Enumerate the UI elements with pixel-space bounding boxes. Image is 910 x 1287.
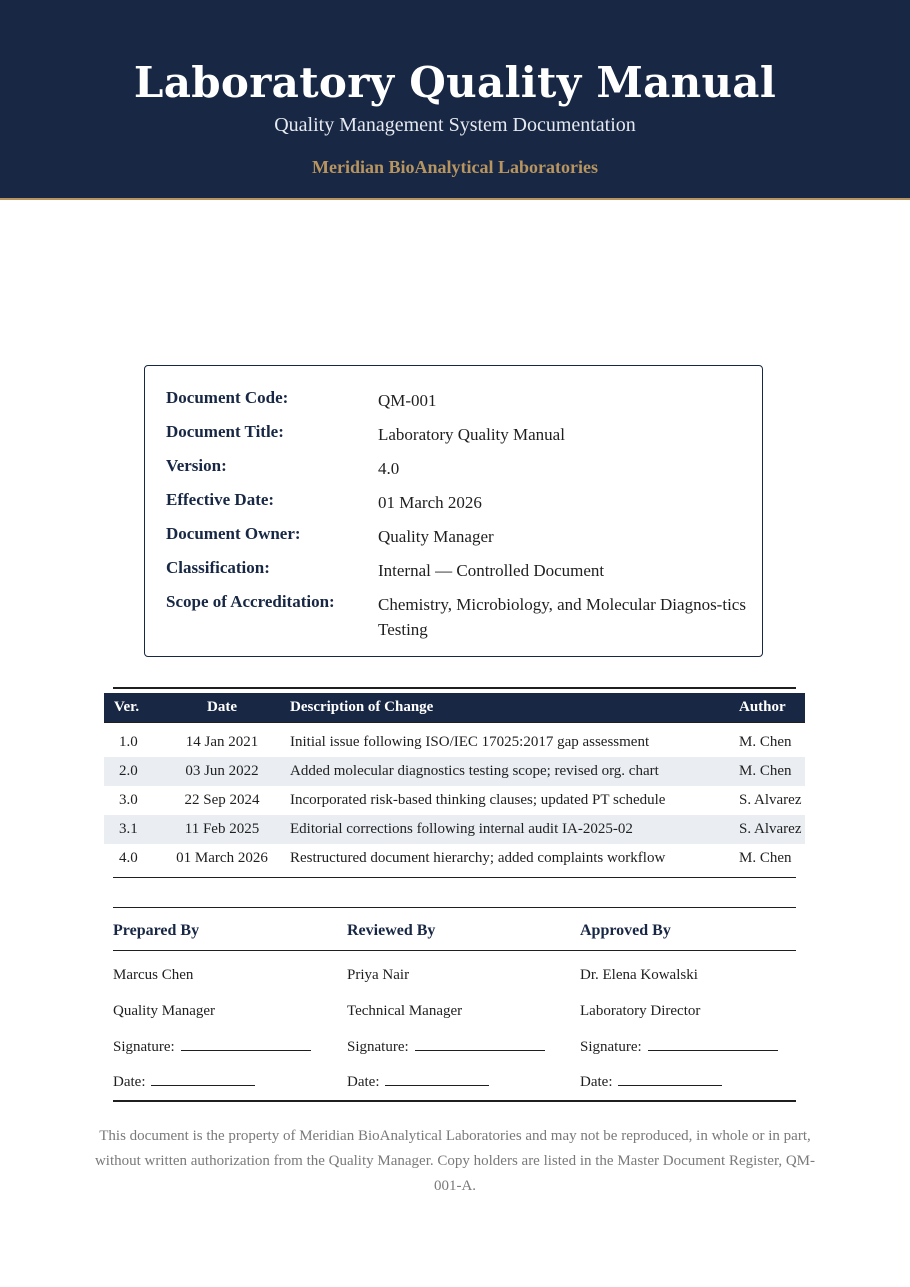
document-title: Laboratory Quality Manual <box>133 58 777 107</box>
cell-description: Added molecular diagnostics testing scope; revised org. chart <box>280 757 729 786</box>
cell-author: M. Chen <box>729 757 805 786</box>
cell-author: S. Alvarez <box>739 792 802 808</box>
signature-blank-line[interactable] <box>181 1038 311 1051</box>
signatory-role: Quality Manager <box>113 1003 216 1019</box>
info-label: Classification: <box>166 558 270 577</box>
table-row <box>104 728 805 757</box>
table-row <box>104 844 805 873</box>
revision-history-table <box>104 693 805 873</box>
cell-date: 01 March 2026 <box>176 850 268 866</box>
signatory-name: Marcus Chen <box>113 967 194 983</box>
cell-date: 22 Sep 2024 <box>184 792 260 808</box>
organization-name: Meridian BioAnalytical Laboratories <box>312 157 598 177</box>
info-value: 4.0 <box>378 459 400 478</box>
cell-date: 14 Jan 2021 <box>185 734 259 750</box>
date-label: Date: <box>113 1074 146 1090</box>
table-row <box>104 815 805 844</box>
footer-notice: This document is the property of Meridian BioAnalytical Laboratories and may not be reproduced, in whole or in part, without written authorization from the Quality Manager. Copy holders are listed in the Master Document Register, QM-001-A. <box>94 1128 816 1194</box>
header-banner <box>0 0 910 200</box>
date-blank-line[interactable] <box>151 1073 255 1086</box>
signature-column-approved <box>580 907 810 1103</box>
cell-version: 3.1 <box>104 815 164 844</box>
cell-description: Restructured document hierarchy; added complaints workflow <box>290 850 666 866</box>
info-label: Document Title: <box>166 422 284 441</box>
signature-column-prepared <box>113 907 343 1103</box>
signature-field[interactable] <box>347 1038 545 1056</box>
table-bottom-rule <box>113 877 796 878</box>
date-label: Date: <box>347 1074 380 1090</box>
column-header: Date <box>164 693 280 723</box>
info-value: Laboratory Quality Manual <box>378 425 565 444</box>
date-blank-line[interactable] <box>385 1073 489 1086</box>
table-header-row <box>104 693 805 723</box>
date-blank-line[interactable] <box>618 1073 722 1086</box>
signature-blank-line[interactable] <box>648 1038 778 1051</box>
signature-label: Signature: <box>347 1039 409 1055</box>
signatory-name: Priya Nair <box>347 967 410 983</box>
date-label: Date: <box>580 1074 613 1090</box>
cell-author: M. Chen <box>739 850 792 866</box>
signature-field[interactable] <box>580 1038 778 1056</box>
signature-label: Signature: <box>113 1039 175 1055</box>
info-label: Scope of Accreditation: <box>166 592 335 611</box>
info-value: Internal — Controlled Document <box>378 561 605 580</box>
info-label: Document Owner: <box>166 524 301 543</box>
date-field[interactable] <box>113 1073 255 1091</box>
cell-author: M. Chen <box>739 734 792 750</box>
column-header: Author <box>729 693 805 723</box>
info-value: Quality Manager <box>378 527 494 546</box>
document-subtitle: Quality Management System Documentation <box>274 114 636 136</box>
date-field[interactable] <box>580 1073 722 1091</box>
cell-version: 2.0 <box>104 757 164 786</box>
table-row <box>104 786 805 815</box>
signatory-role: Technical Manager <box>347 1003 463 1019</box>
table-row <box>104 757 805 786</box>
signature-field[interactable] <box>113 1038 311 1056</box>
signatory-name: Dr. Elena Kowalski <box>580 967 698 983</box>
info-value: 01 March 2026 <box>378 493 482 512</box>
signature-heading: Prepared By <box>113 922 200 939</box>
cell-author: S. Alvarez <box>729 815 805 844</box>
cell-date: 03 Jun 2022 <box>164 757 280 786</box>
info-label: Version: <box>166 456 227 475</box>
info-value: QM-001 <box>378 391 437 410</box>
document-info-box <box>144 365 763 657</box>
info-value: Chemistry, Microbiology, and Molecular Diagnos-tics Testing <box>378 595 746 639</box>
info-label: Document Code: <box>166 388 289 407</box>
signatory-role: Laboratory Director <box>580 1003 701 1019</box>
column-header: Ver. <box>104 693 164 723</box>
cell-version: 3.0 <box>119 792 138 808</box>
cell-description: Incorporated risk-based thinking clauses; updated PT schedule <box>290 792 666 808</box>
column-header: Description of Change <box>280 693 729 723</box>
signature-heading: Reviewed By <box>347 922 436 939</box>
cell-date: 11 Feb 2025 <box>164 815 280 844</box>
signature-label: Signature: <box>580 1039 642 1055</box>
cell-description: Editorial corrections following internal audit IA-2025-02 <box>280 815 729 844</box>
cell-version: 4.0 <box>119 850 138 866</box>
date-field[interactable] <box>347 1073 489 1091</box>
table-top-rule <box>113 687 796 689</box>
signature-blank-line[interactable] <box>415 1038 545 1051</box>
signature-column-reviewed <box>347 907 577 1103</box>
signature-block <box>113 907 796 1103</box>
cell-version: 1.0 <box>119 734 138 750</box>
info-label: Effective Date: <box>166 490 275 509</box>
signature-heading: Approved By <box>580 922 671 939</box>
cell-description: Initial issue following ISO/IEC 17025:2017 gap assessment <box>290 734 650 750</box>
